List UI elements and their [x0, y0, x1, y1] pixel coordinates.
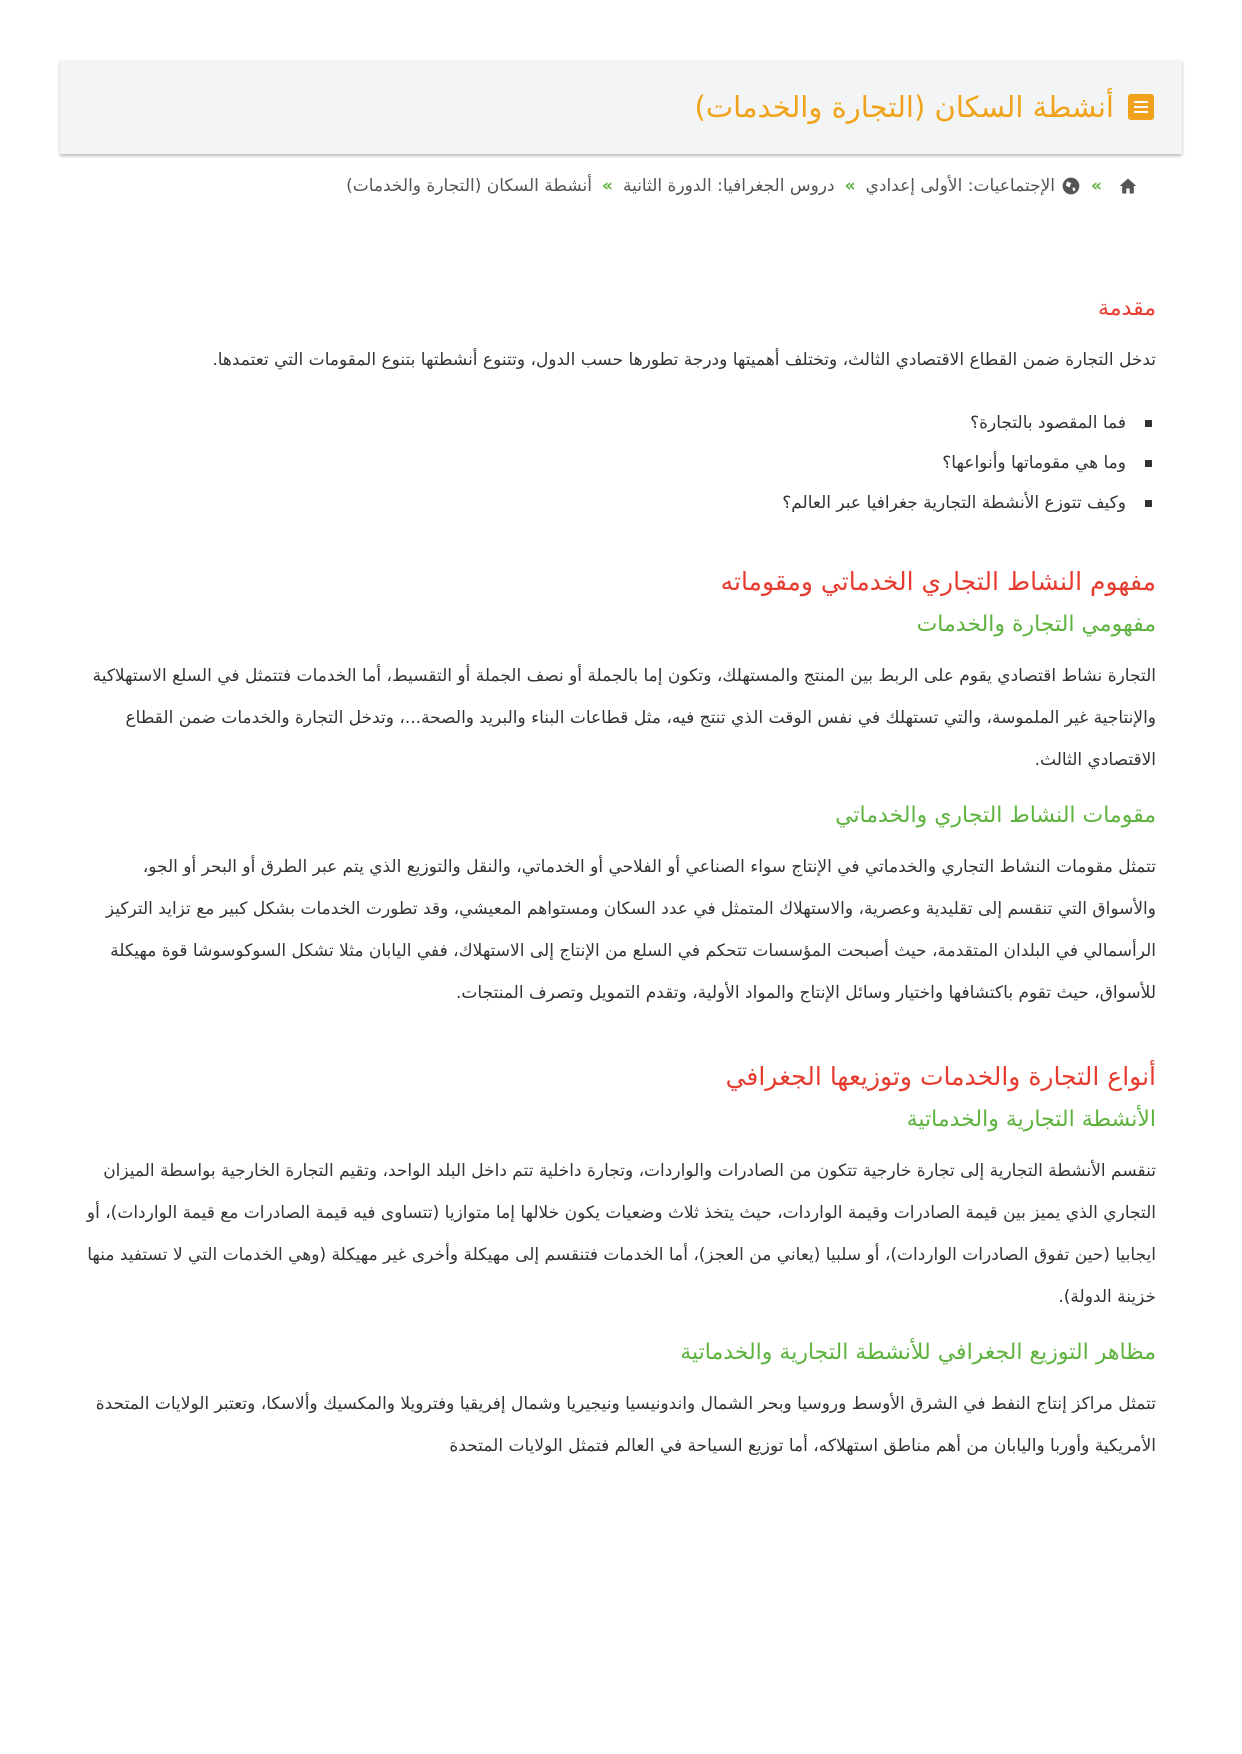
section2-sub2-heading: مظاهر التوزيع الجغرافي للأنشطة التجارية والخدماتية	[680, 1340, 1156, 1365]
section1-heading: مفهوم النشاط التجاري الخدماتي ومقوماته	[720, 567, 1156, 596]
document-icon	[1128, 94, 1154, 120]
breadcrumb-item-current: أنشطة السكان (التجارة والخدمات)	[346, 176, 592, 196]
section2-sub1-heading: الأنشطة التجارية والخدماتية	[906, 1107, 1156, 1132]
section1-sub1-heading: مفهومي التجارة والخدمات	[916, 612, 1156, 637]
breadcrumb	[346, 176, 1138, 196]
list-item: وكيف تتوزع الأنشطة التجارية جغرافيا عبر العالم؟	[76, 483, 1126, 523]
page-header	[60, 60, 1182, 154]
breadcrumb-item-geography[interactable]: دروس الجغرافيا: الدورة الثانية	[622, 176, 835, 196]
home-icon[interactable]	[1118, 176, 1138, 196]
section1-sub2-heading: مقومات النشاط التجاري والخدماتي	[835, 803, 1156, 828]
globe-icon	[1061, 176, 1081, 196]
breadcrumb-separator: »	[1091, 176, 1102, 196]
article-body	[76, 296, 1156, 1489]
section1-sub1-paragraph: التجارة نشاط اقتصادي يقوم على الربط بين المنتج والمستهلك، وتكون إما بالجملة أو نصف الجملة أو التقسيط، أما الخدمات فتتمثل في السلع الاستهلاكية والإنتاجية غير الملموسة، والتي تستهلك في نفس الوقت الذي تنتج فيه، مثل قطاعات البناء والبريد والصحة...، وتدخل التجارة والخدمات ضمن القطاع الاقتصادي الثالث.	[92, 666, 1156, 770]
intro-questions	[76, 403, 1156, 523]
intro-paragraph: تدخل التجارة ضمن القطاع الاقتصادي الثالث، وتختلف أهميتها ودرجة تطورها حسب الدول، وتتنوع أنشطتها بتنوع المقومات التي تعتمدها.	[212, 350, 1156, 370]
page-title: أنشطة السكان (التجارة والخدمات)	[694, 90, 1114, 124]
section1-sub2-paragraph: تتمثل مقومات النشاط التجاري والخدماتي في الإنتاج سواء الصناعي أو الفلاحي أو الخدماتي، والنقل والتوزيع الذي يتم عبر الطرق أو البحر أو الجو، والأسواق التي تنقسم إلى تقليدية وعصرية، والاستهلاك المتمثل في عدد السكان ومستواهم المعيشي، وقد تطورت الخدمات بشكل كبير مع تزايد التركيز الرأسمالي في البلدان المتقدمة، حيث أصبحت المؤسسات تتحكم في السلع من الإنتاج إلى الاستهلاك، ففي اليابان مثلا تشكل السوكوسوشا قوة مهيكلة للأسواق، حيث تقوم باكتشافها واختيار وسائل الإنتاج والمواد الأولية، وتقدم التمويل وتصرف المنتجات.	[105, 857, 1156, 1003]
breadcrumb-separator: »	[601, 176, 613, 196]
list-item: وما هي مقوماتها وأنواعها؟	[76, 443, 1126, 483]
breadcrumb-item-grade[interactable]: الإجتماعيات: الأولى إعدادي	[865, 176, 1056, 196]
section2-heading: أنواع التجارة والخدمات وتوزيعها الجغرافي	[725, 1062, 1156, 1091]
breadcrumb-separator: »	[844, 176, 856, 196]
section2-sub2-paragraph: تتمثل مراكز إنتاج النفط في الشرق الأوسط وروسيا وبحر الشمال واندونيسيا ونيجيريا وشمال إفريقيا وفترويلا والمكسيك وألاسكا، وتعتبر الولايات المتحدة الأمريكية وأوربا واليابان من أهم مناطق استهلاكه، أما توزيع السياحة في العالم فتمثل الولايات المتحدة	[95, 1394, 1156, 1456]
section2-sub1-paragraph: تنقسم الأنشطة التجارية إلى تجارة خارجية تتكون من الصادرات والواردات، وتجارة داخلية تتم داخل البلد الواحد، وتقيم التجارة الخارجية بواسطة الميزان التجاري الذي يميز بين قيمة الصادرات وقيمة الواردات، حيث يتخذ ثلاث وضعيات يكون خلالها إما متوازيا (تتساوى فيه قيمة الصادرات مع قيمة الواردات)، أو ايجابيا (حين تفوق الصادرات الواردات)، أو سلبيا (يعاني من العجز)، أما الخدمات فتنقسم إلى مهيكلة وأخرى غير مهيكلة (وهي الخدمات التي لا تستفيد منها خزينة الدولة).	[86, 1161, 1156, 1307]
intro-heading: مقدمة	[1097, 296, 1156, 321]
list-item: فما المقصود بالتجارة؟	[76, 403, 1126, 443]
